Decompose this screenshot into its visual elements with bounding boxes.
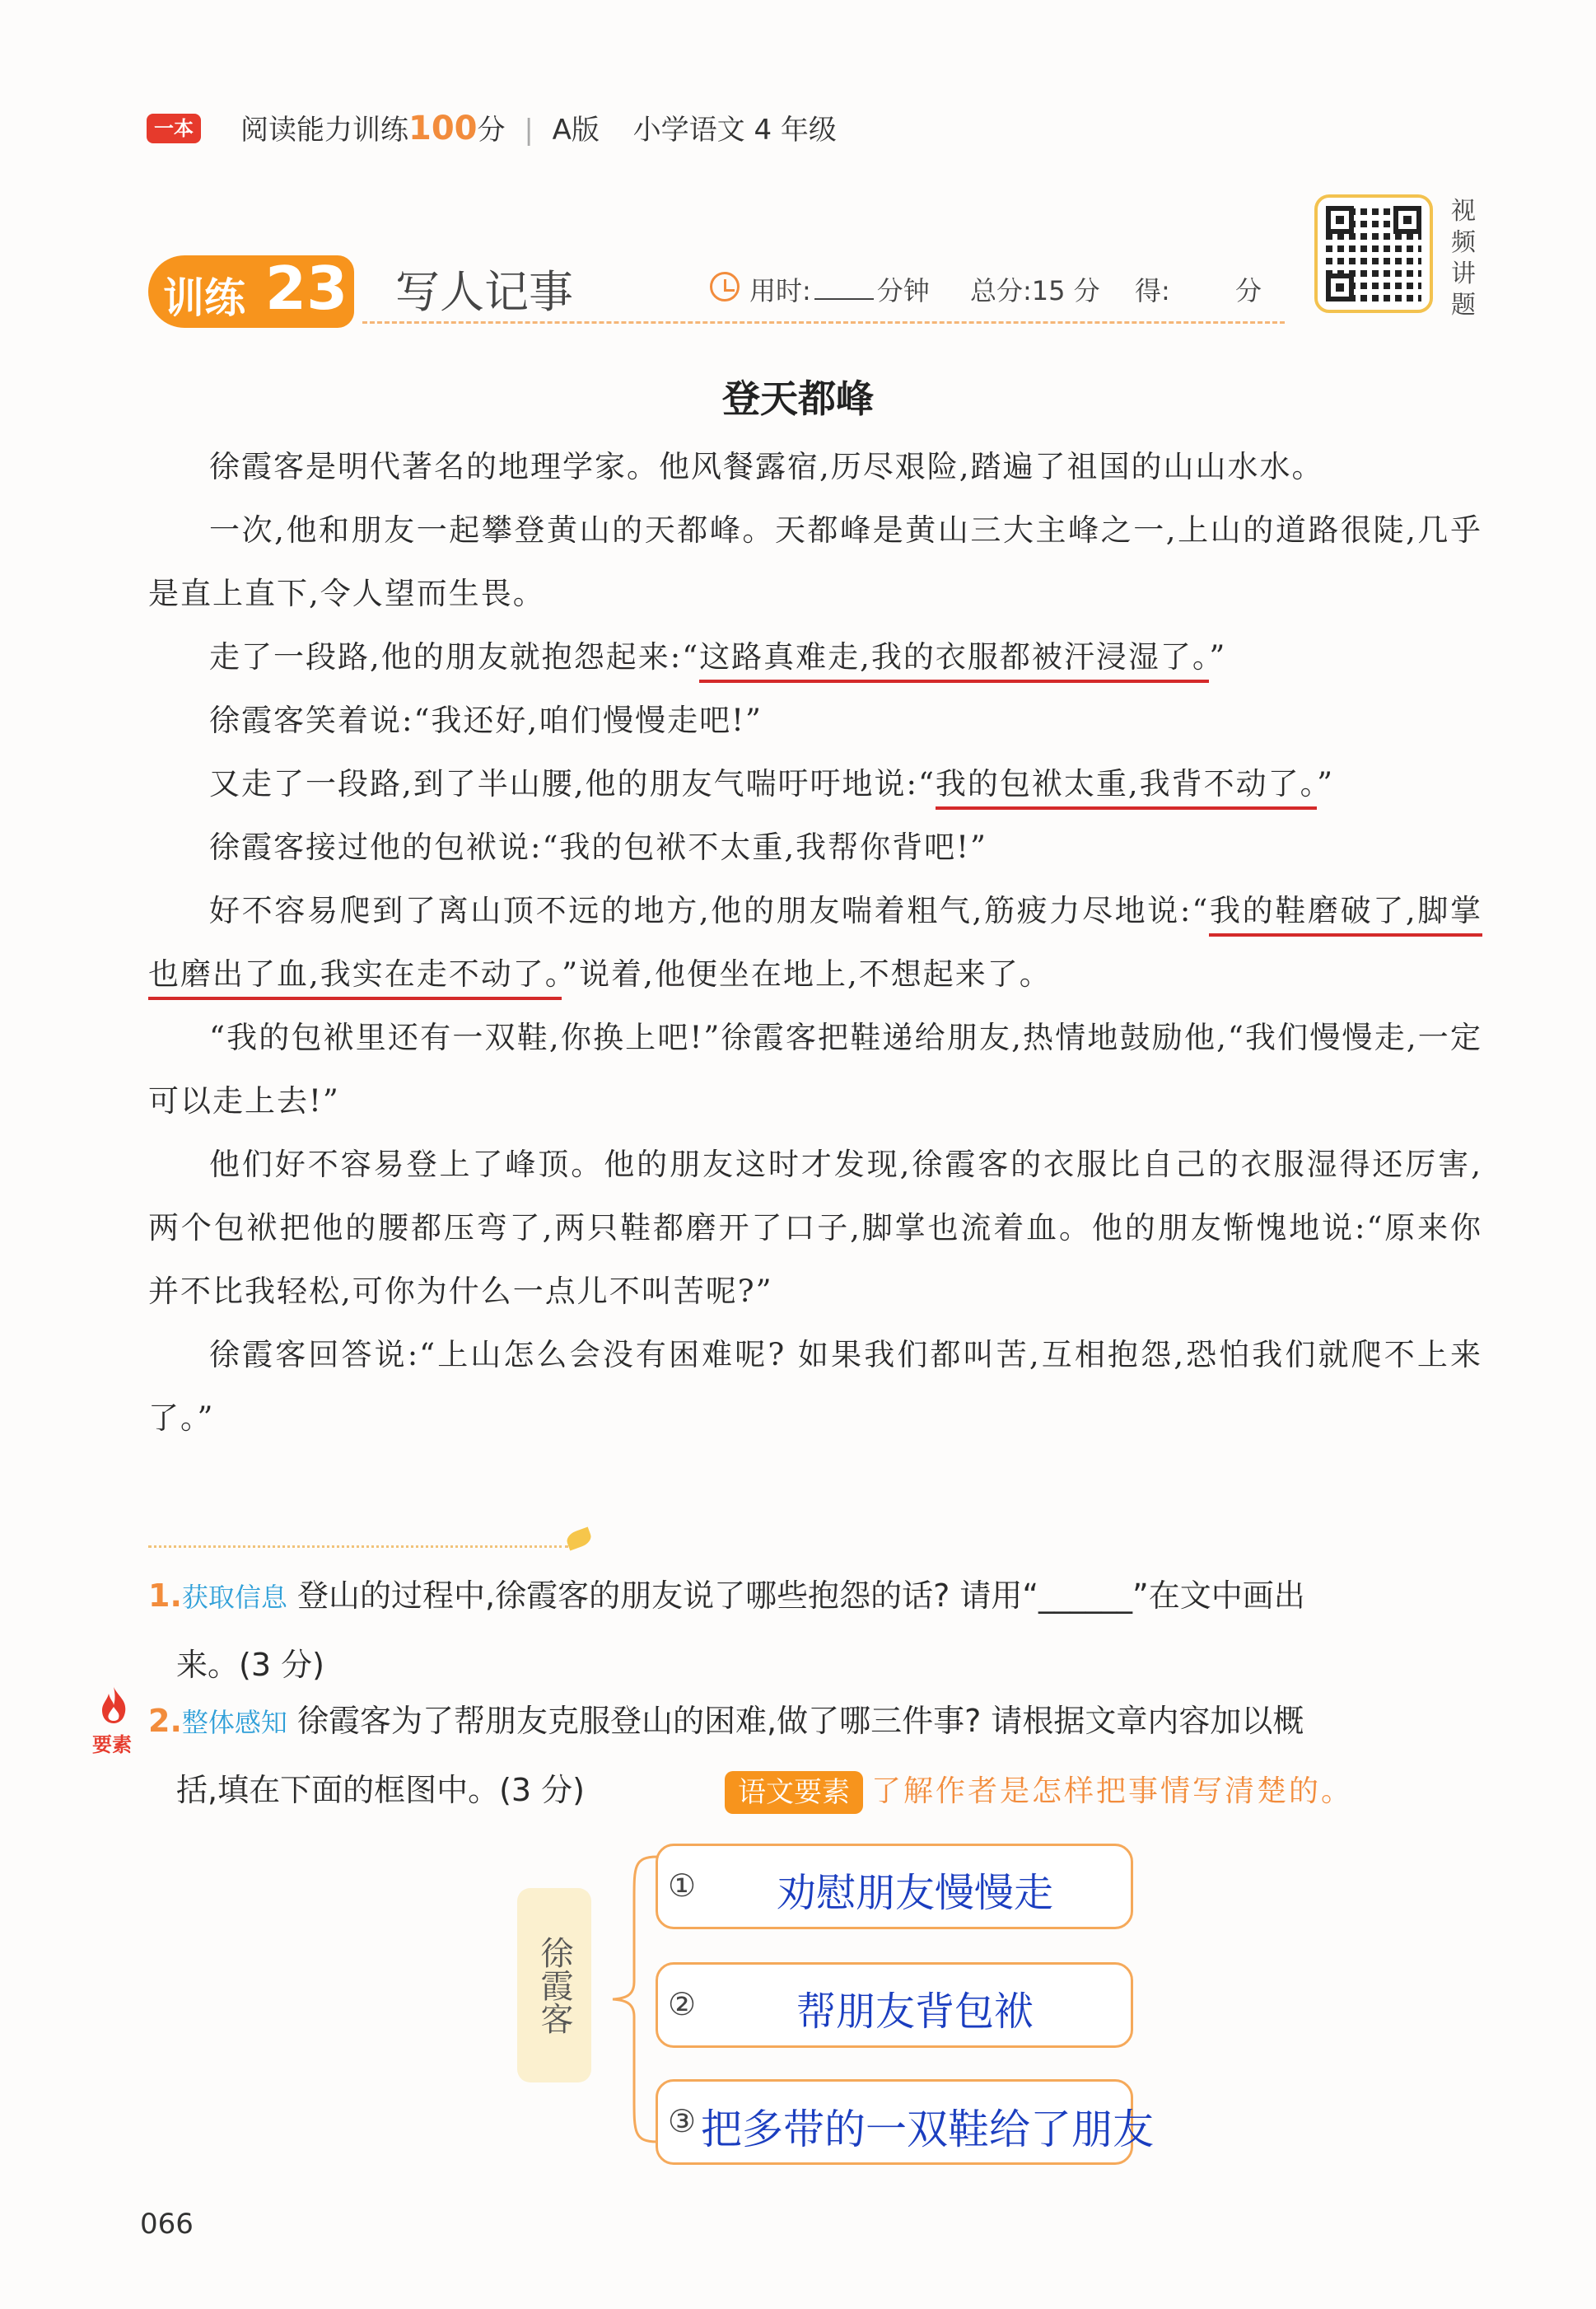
answer-2-number: ②	[668, 1986, 697, 2022]
training-word: 训练	[163, 274, 245, 322]
question-2-continuation: 括,填在下面的框图中。(3 分) 语文要素 了解作者是怎样把事情写清楚的。	[148, 1756, 1491, 1825]
underlined-complaint-3: 我的鞋磨破了,脚掌也磨出了血,我实在走不动了。	[148, 893, 1482, 1000]
book-header	[240, 107, 837, 147]
article-title: 登天都峰	[722, 376, 874, 421]
article-body	[148, 435, 1482, 1450]
chinese-element-badge: 语文要素	[725, 1771, 863, 1814]
section-divider	[148, 1545, 568, 1548]
paragraph-3: 走了一段路,他的朋友就抱怨起来:“这路真难走,我的衣服都被汗浸湿了。”	[148, 625, 1482, 689]
qr-code-icon[interactable]	[1314, 194, 1433, 313]
question-1-number: 1.	[148, 1578, 182, 1614]
answer-3-text: 把多带的一双鞋给了朋友	[701, 2106, 1154, 2153]
diagram-name-box: 徐霞客	[517, 1888, 591, 2082]
question-2	[148, 1687, 1491, 1825]
paragraph-1: 徐霞客是明代著名的地理学家。他风餐露宿,历尽艰险,踏遍了祖国的山山水水。	[209, 449, 1324, 484]
fire-icon	[97, 1685, 130, 1725]
total-score: 总分:15 分	[970, 275, 1100, 306]
section-title: 写人记事	[395, 266, 573, 318]
clock-icon	[710, 272, 740, 301]
page-number: 066	[140, 2208, 194, 2241]
answer-box-3[interactable]	[656, 2079, 1154, 2165]
leaf-icon	[564, 1526, 593, 1550]
video-lecture-label: 视频讲题	[1451, 197, 1476, 320]
answer-3-number: ③	[668, 2103, 697, 2139]
question-1-continuation: 来。(3 分)	[176, 1647, 324, 1683]
banner-divider	[362, 321, 1285, 324]
answer-1-text: 劝慰朋友慢慢走	[776, 1870, 1053, 1916]
training-number: 23	[265, 254, 348, 323]
paragraph-8: “我的包袱里还有一双鞋,你换上吧!”徐霞客把鞋递给朋友,热情地鼓励他,“我们慢慢走,一定可以走上去!”	[148, 1020, 1482, 1119]
answer-2-text: 帮朋友背包袱	[796, 1989, 1034, 2035]
paragraph-4: 徐霞客笑着说:“我还好,咱们慢慢走吧!”	[209, 703, 763, 738]
time-field	[749, 270, 930, 308]
subject: 小学语文 4 年级	[632, 114, 837, 147]
time-unit: 分钟	[876, 275, 930, 306]
question-2-tag: 整体感知	[181, 1707, 287, 1738]
paragraph-10: 徐霞客回答说:“上山怎么会没有困难呢? 如果我们都叫苦,互相抱怨,恐怕我们就爬不上来了。”	[148, 1337, 1482, 1436]
score-number: 100	[408, 110, 478, 147]
header-separator: |	[524, 114, 534, 147]
paragraph-6: 徐霞客接过他的包袱说:“我的包袱不太重,我帮你背吧!”	[209, 830, 987, 865]
paragraph-9: 他们好不容易登上了峰顶。他的朋友这时才发现,徐霞客的衣服比自己的衣服湿得还厉害,两个包袱把他的腰都压弯了,两只鞋都磨开了口子,脚掌也流着血。他的朋友惭愧地说:“原来你并不比我轻松,可你为什么一点儿不叫苦呢?”	[148, 1147, 1482, 1309]
answer-box-2[interactable]	[656, 1962, 1133, 2048]
underlined-complaint-2: 我的包袱太重,我背不动了。	[936, 766, 1317, 810]
got-unit: 分	[1235, 275, 1262, 306]
question-1	[148, 1562, 1491, 1699]
answer-box-1[interactable]	[656, 1844, 1133, 1929]
brace-connector	[609, 1850, 659, 2148]
question-2-number: 2.	[148, 1703, 182, 1739]
answer-1-number: ①	[668, 1867, 697, 1904]
question-1-tag: 获取信息	[181, 1582, 287, 1613]
paragraph-7: 好不容易爬到了离山顶不远的地方,他的朋友喘着粗气,筋疲力尽地说:“我的鞋磨破了,脚掌也磨出了血,我实在走不动了。”说着,他便坐在地上,不想起来了。	[148, 879, 1482, 1006]
paragraph-5: 又走了一段路,到了半山腰,他的朋友气喘吁吁地说:“我的包袱太重,我背不动了。”	[148, 752, 1482, 816]
paragraph-2: 一次,他和朋友一起攀登黄山的天都峰。天都峰是黄山三大主峰之一,上山的道路很陡,几乎是直上直下,令人望而生畏。	[148, 512, 1482, 611]
question-1-text: 登山的过程中,徐霞客的朋友说了哪些抱怨的话? 请用“______”在文中画出	[297, 1578, 1305, 1614]
edition: A版	[552, 114, 600, 147]
underlined-complaint-1: 这路真难走,我的衣服都被汗浸湿了。	[699, 639, 1209, 683]
got-label: 得:	[1135, 275, 1170, 306]
brand-logo: 一本	[147, 114, 201, 143]
book-title: 阅读能力训练	[240, 114, 408, 147]
score-unit: 分	[477, 114, 506, 147]
time-blank[interactable]	[814, 298, 874, 300]
key-element-label: 要素	[92, 1733, 132, 1756]
chinese-element-text: 了解作者是怎样把事情写清楚的。	[871, 1774, 1354, 1808]
time-label: 用时:	[749, 275, 811, 306]
question-2-text: 徐霞客为了帮朋友克服登山的困难,做了哪三件事? 请根据文章内容加以概	[297, 1703, 1304, 1739]
